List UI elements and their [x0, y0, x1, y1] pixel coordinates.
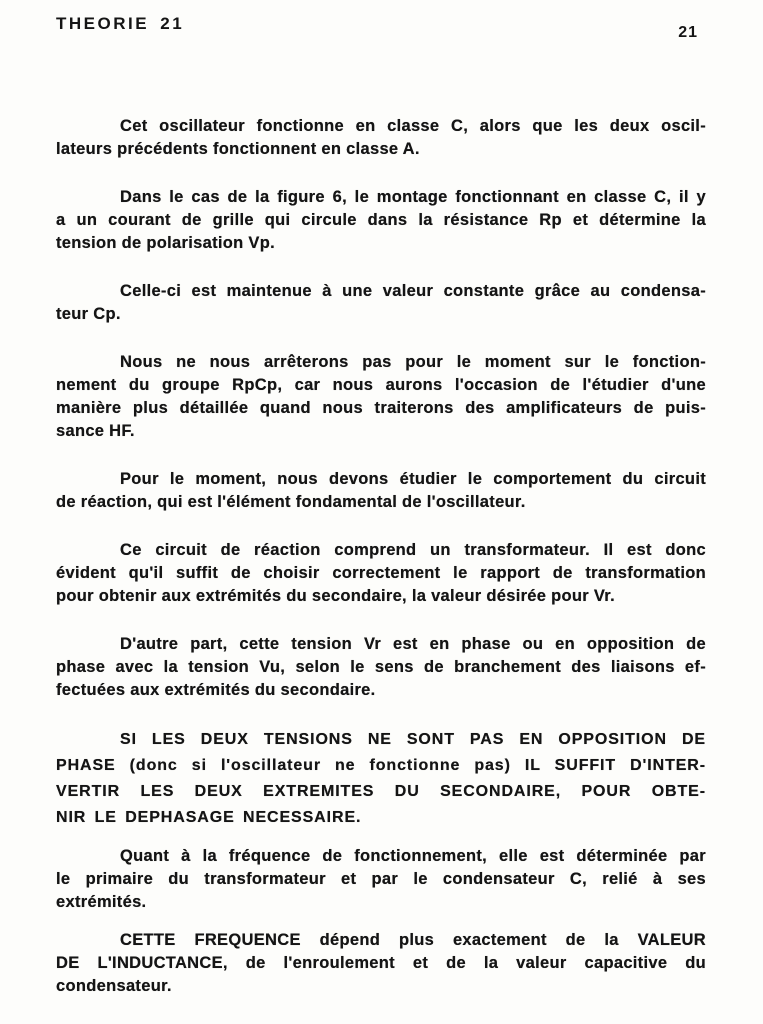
text-line: a un courant de grille qui circule dans la résistance Rp et détermine la	[56, 211, 706, 229]
paragraph	[56, 280, 706, 326]
text-line: sance HF.	[56, 422, 135, 440]
text-line: extrémités.	[56, 893, 147, 911]
text-line: phase avec la tension Vu, selon le sens de branchement des liaisons ef-	[56, 658, 706, 676]
text-block	[56, 115, 706, 998]
text-line: D'autre part, cette tension Vr est en phase ou en opposition de	[120, 635, 706, 653]
text-line: PHASE (donc si l'oscillateur ne fonctionne pas) IL SUFFIT D'INTER-	[56, 757, 706, 774]
text-line: teur Cp.	[56, 305, 121, 323]
paragraph	[56, 845, 706, 914]
paragraph	[56, 727, 706, 831]
paragraph	[56, 468, 706, 514]
text-line: NIR LE DEPHASAGE NECESSAIRE.	[56, 809, 362, 826]
paragraph	[56, 115, 706, 161]
text-line: SI LES DEUX TENSIONS NE SONT PAS EN OPPOSITION DE	[120, 731, 706, 748]
text-line: tension de polarisation Vp.	[56, 234, 275, 252]
paragraph	[56, 539, 706, 608]
text-line: manière plus détaillée quand nous traiterons des amplificateurs de puis-	[56, 399, 706, 417]
paragraph	[56, 351, 706, 443]
text-line: Ce circuit de réaction comprend un transformateur. Il est donc	[120, 541, 706, 559]
page-header	[56, 14, 706, 42]
text-line: Celle-ci est maintenue à une valeur constante grâce au condensa-	[120, 282, 706, 300]
text-line: Quant à la fréquence de fonctionnement, elle est déterminée par	[120, 847, 706, 865]
text-line: lateurs précédents fonctionnent en classe A.	[56, 140, 420, 158]
paragraph	[56, 633, 706, 702]
text-line: nement du groupe RpCp, car nous aurons l'occasion de l'étudier d'une	[56, 376, 706, 394]
page-number: 21	[678, 24, 698, 41]
text-line: CETTE FREQUENCE dépend plus exactement de la VALEUR	[120, 931, 706, 949]
text-line: le primaire du transformateur et par le condensateur C, relié à ses	[56, 870, 706, 888]
text-line: condensateur.	[56, 977, 172, 995]
text-line: pour obtenir aux extrémités du secondaire, la valeur désirée pour Vr.	[56, 587, 615, 605]
text-line: DE L'INDUCTANCE, de l'enroulement et de la valeur capacitive du	[56, 954, 706, 972]
text-line: fectuées aux extrémités du secondaire.	[56, 681, 376, 699]
paragraph	[56, 929, 706, 998]
paragraph	[56, 186, 706, 255]
text-line: Cet oscillateur fonctionne en classe C, alors que les deux oscil-	[120, 117, 706, 135]
text-line: évident qu'il suffit de choisir correctement le rapport de transformation	[56, 564, 706, 582]
text-line: VERTIR LES DEUX EXTREMITES DU SECONDAIRE, POUR OBTE-	[56, 783, 706, 800]
text-line: Pour le moment, nous devons étudier le comportement du circuit	[120, 470, 706, 488]
page-title: THEORIE 21	[56, 14, 185, 33]
text-line: Dans le cas de la figure 6, le montage fonctionnant en classe C, il y	[120, 188, 706, 206]
text-line: Nous ne nous arrêterons pas pour le moment sur le fonction-	[120, 353, 706, 371]
text-line: de réaction, qui est l'élément fondamental de l'oscillateur.	[56, 493, 526, 511]
